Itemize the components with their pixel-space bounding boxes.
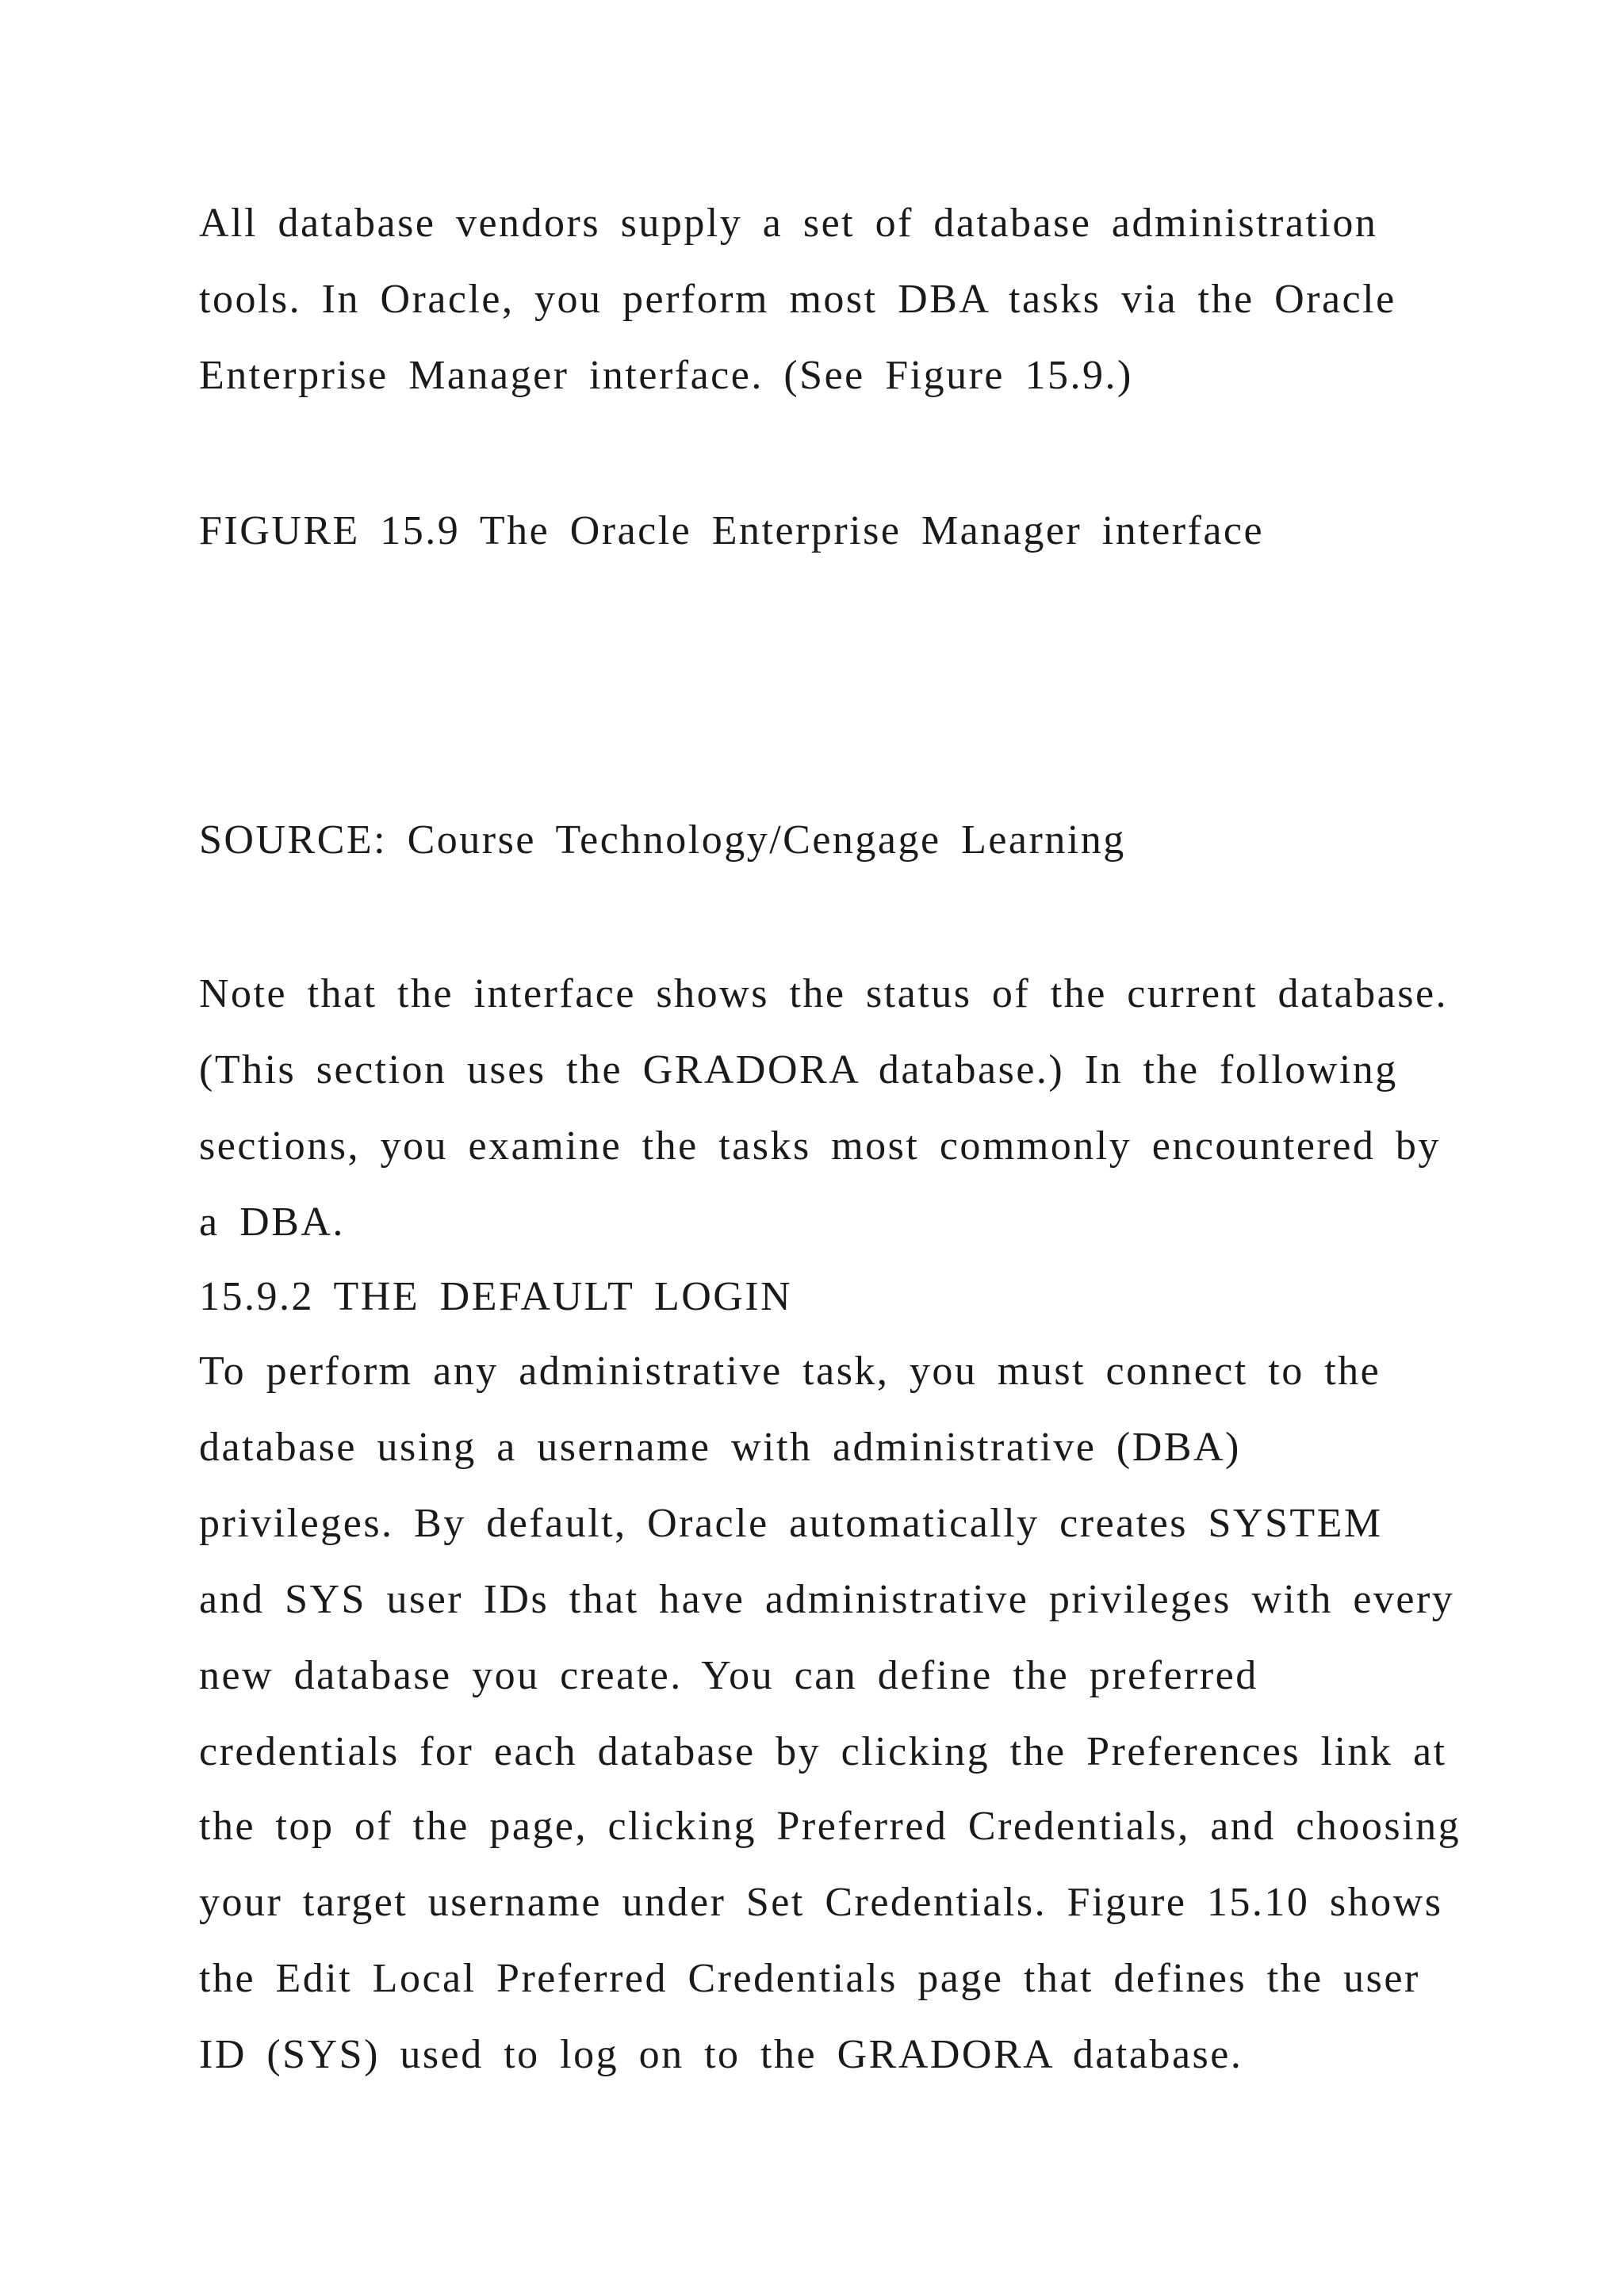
section-heading: 15.9.2 THE DEFAULT LOGIN <box>199 1274 793 1319</box>
note-line-1: Note that the interface shows the status of the current database. <box>199 971 1449 1016</box>
figure-source: SOURCE: Course Technology/Cengage Learning <box>199 817 1126 863</box>
body-line-3: privileges. By default, Oracle automatically creates SYSTEM <box>199 1501 1383 1546</box>
body-line-1: To perform any administrative task, you must connect to the <box>199 1349 1381 1394</box>
intro-line-3: Enterprise Manager interface. (See Figure 15.9.) <box>199 353 1133 398</box>
body-line-4: and SYS user IDs that have administrative privileges with every <box>199 1577 1455 1622</box>
body-line-10: ID (SYS) used to log on to the GRADORA database. <box>199 2032 1243 2077</box>
note-line-2: (This section uses the GRADORA database.) In the following <box>199 1047 1398 1093</box>
body-line-6: credentials for each database by clicking the Preferences link at <box>199 1729 1447 1774</box>
body-line-5: new database you create. You can define the preferred <box>199 1653 1258 1698</box>
note-line-4: a DBA. <box>199 1200 345 1245</box>
body-line-9: the Edit Local Preferred Credentials page that defines the user <box>199 1956 1420 2001</box>
body-line-8: your target username under Set Credentials. Figure 15.10 shows <box>199 1880 1443 1925</box>
intro-line-2: tools. In Oracle, you perform most DBA tasks via the Oracle <box>199 277 1396 322</box>
body-line-2: database using a username with administrative (DBA) <box>199 1425 1241 1470</box>
figure-caption: FIGURE 15.9 The Oracle Enterprise Manager interface <box>199 508 1265 553</box>
intro-line-1: All database vendors supply a set of database administration <box>199 201 1378 246</box>
note-line-3: sections, you examine the tasks most commonly encountered by <box>199 1123 1441 1169</box>
body-line-7: the top of the page, clicking Preferred Credentials, and choosing <box>199 1804 1461 1849</box>
